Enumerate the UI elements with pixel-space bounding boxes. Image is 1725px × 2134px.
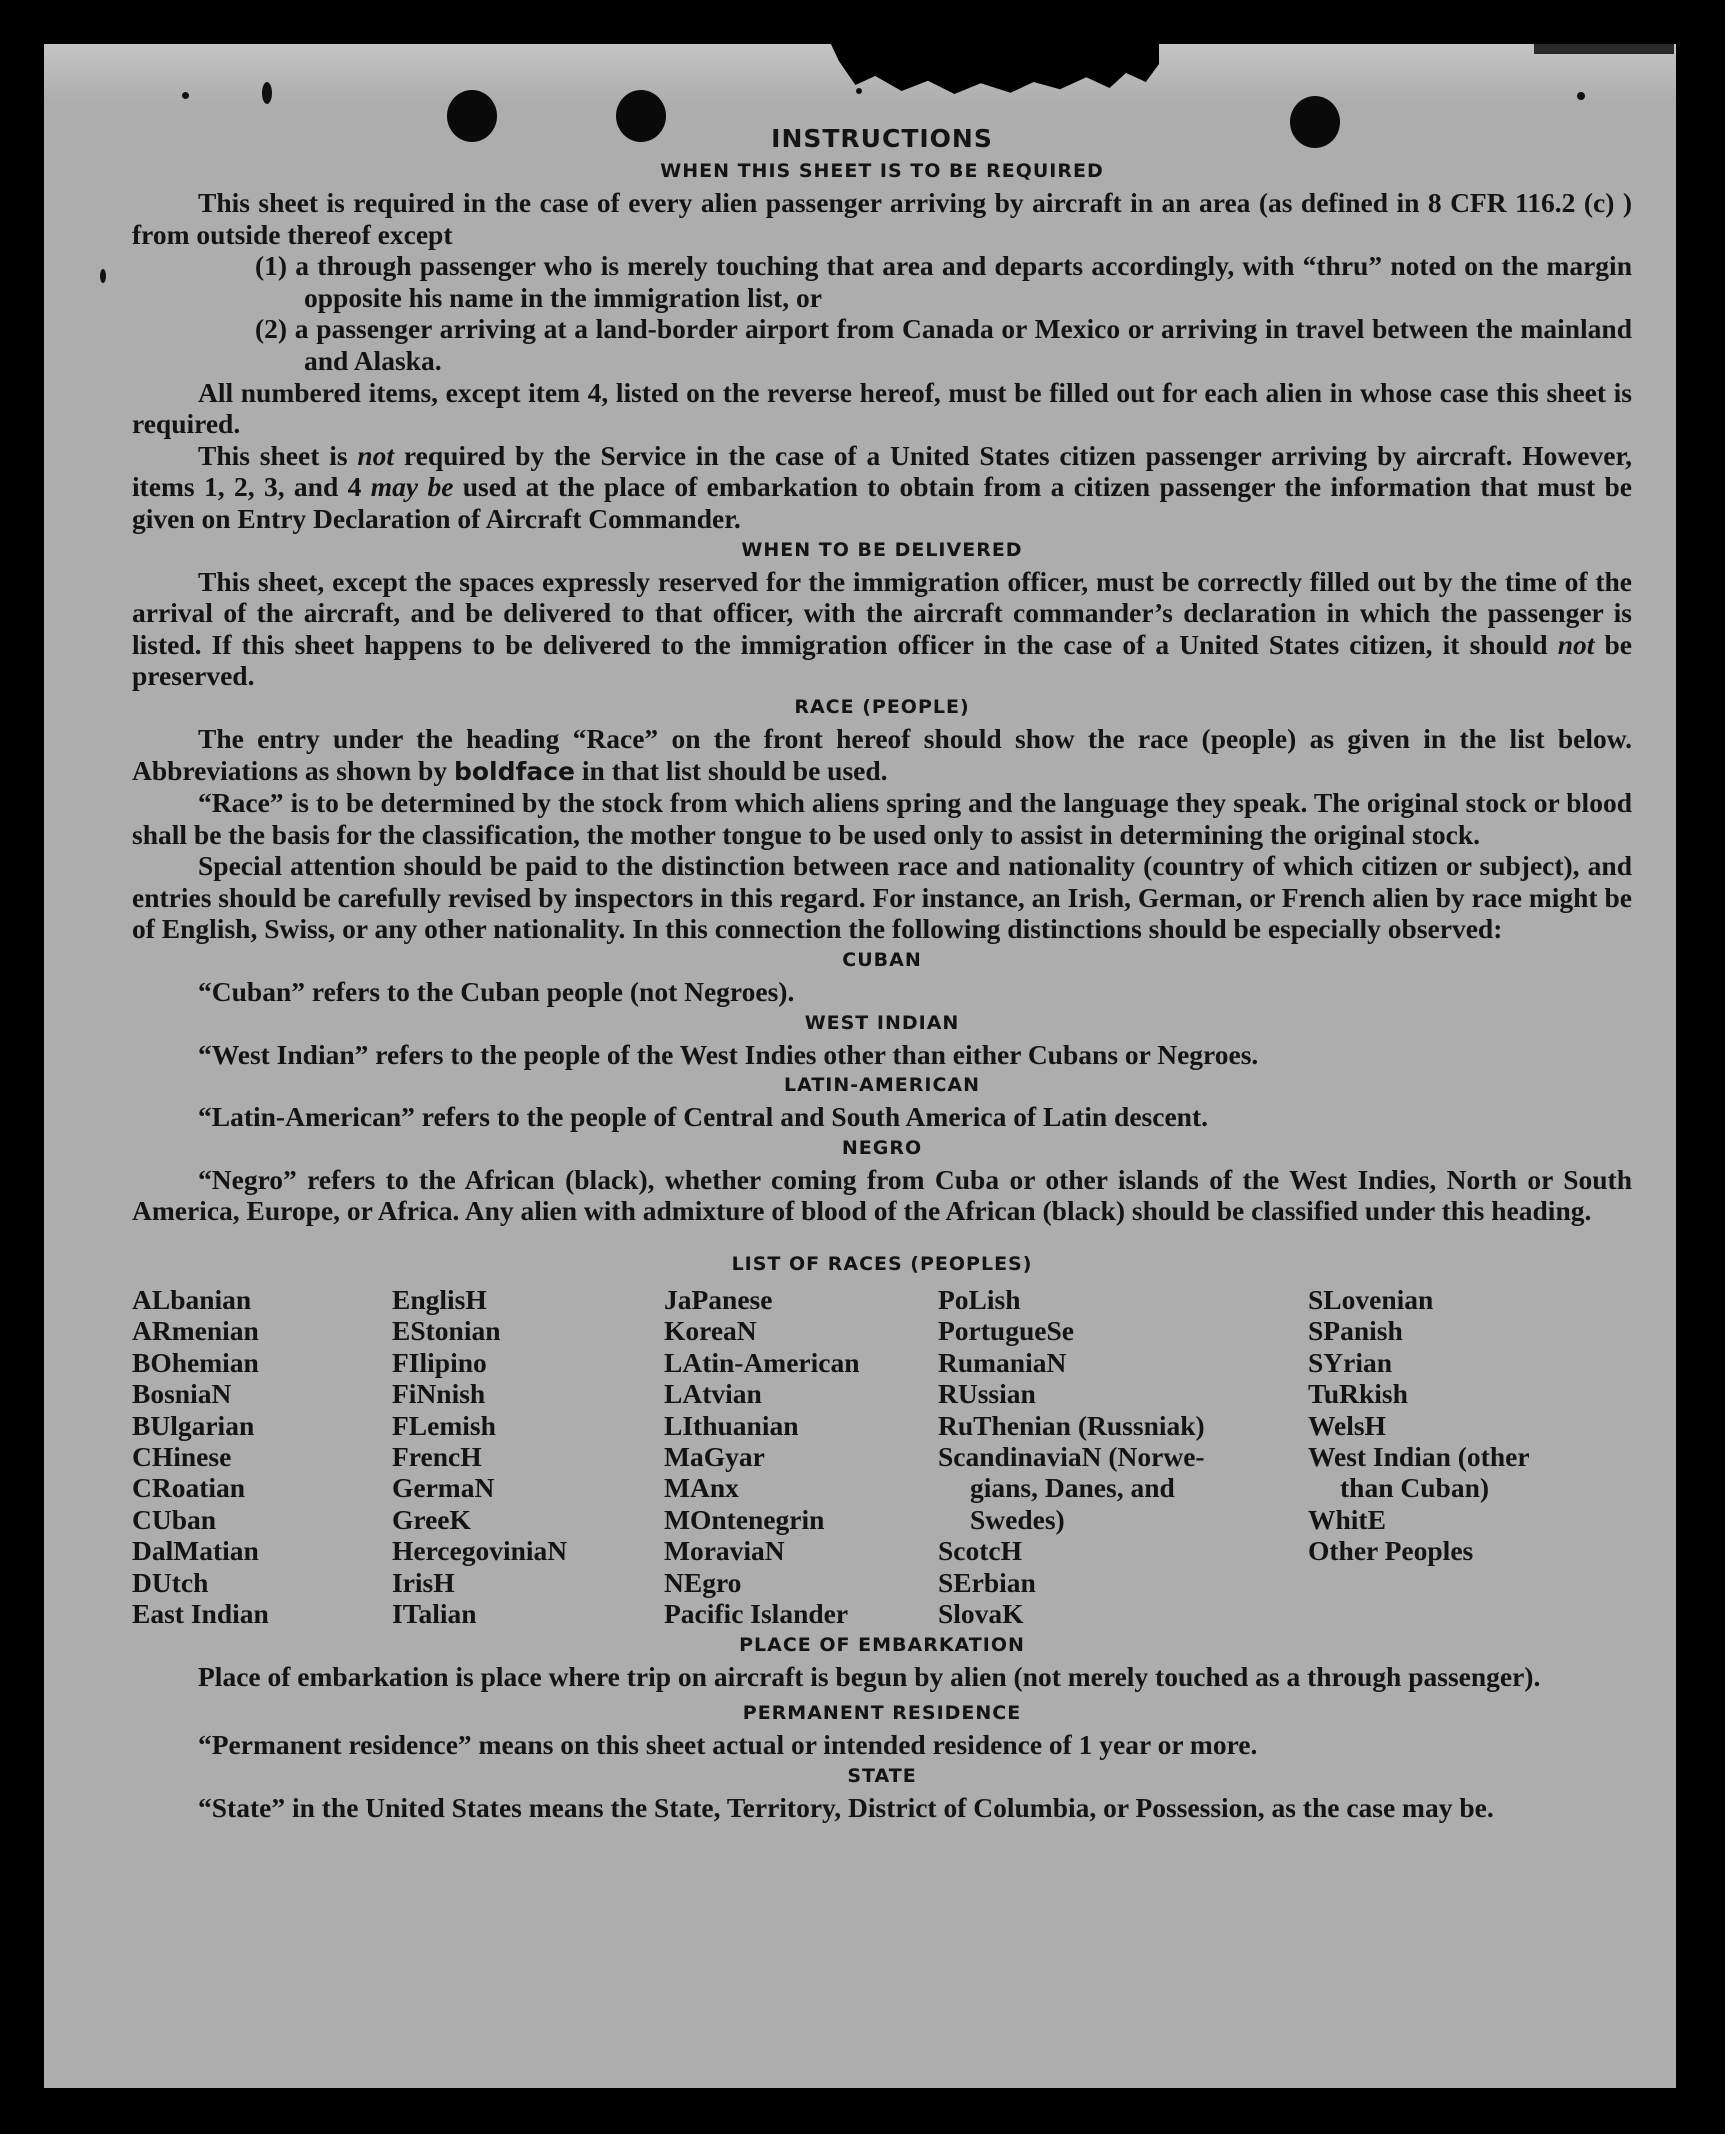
section-title: STATE [847, 1764, 917, 1787]
race-item: NEgro [664, 1566, 742, 1598]
races-column [664, 1284, 938, 1629]
race-item: LAtvian [664, 1378, 762, 1410]
race-item: gians, Danes, and [970, 1472, 1175, 1504]
race-item: HercegoviniaN [392, 1535, 568, 1567]
text-run: required by the Service in the case of a United States citizen passenger arriving by aircraft. However, items 1, 2, 3, and 4 [132, 439, 1633, 503]
race-item: FLemish [392, 1409, 496, 1441]
section-title: WHEN THIS SHEET IS TO BE REQUIRED [660, 160, 1104, 182]
text-run: used at the place of embarkation to obtain from a citizen passenger the information that must be given on Entry Declaration of Aircraft Commander. [132, 471, 1632, 534]
paragraph: “Negro” refers to the African (black), whether coming from Cuba or other islands of the West Indies, North or South America, Europe, or Africa. Any alien with admixture of blood of the African (black) should be classified under this heading. [132, 1163, 1632, 1227]
race-item: Other Peoples [1308, 1535, 1474, 1567]
race-item: Pacific Islander [664, 1598, 849, 1630]
race-item: West Indian (other [1308, 1441, 1530, 1473]
race-item: IrisH [392, 1566, 455, 1598]
race-item: BosniaN [132, 1378, 232, 1410]
race-item: BOhemian [132, 1346, 259, 1378]
race-item: CUban [132, 1503, 217, 1535]
text-run: in that list should be used. [575, 754, 888, 786]
race-item: DalMatian [132, 1535, 259, 1567]
text-run: This sheet is [198, 439, 358, 471]
section-title: PERMANENT RESIDENCE [742, 1702, 1022, 1725]
exception-item: (1) a through passenger who is merely touching that area and departs accordingly, with “thru” noted on the margin opposite his name in the immigration list, or [255, 250, 1632, 313]
ink-speck [856, 88, 862, 94]
race-item: RuThenian (Russniak) [938, 1409, 1205, 1441]
paragraph: “West Indian” refers to the people of the West Indies other than either Cubans or Negroes. [198, 1038, 1259, 1070]
race-item: BUlgarian [132, 1409, 255, 1441]
paragraph: “Latin-American” refers to the people of Central and South America of Latin descent. [198, 1101, 1208, 1133]
race-item: WhitE [1308, 1503, 1386, 1535]
paragraph: This sheet is required in the case of every alien passenger arriving by aircraft in an area (as defined in 8 CFR 116.2 (c) ) from outside thereof except [132, 187, 1632, 250]
paragraph: All numbered items, except item 4, listed on the reverse hereof, must be filled out for each alien in whose case this sheet is required. [132, 376, 1632, 440]
race-item: Swedes) [970, 1503, 1065, 1535]
paragraph: Place of embarkation is place where trip on aircraft is begun by alien (not merely touched as a through passenger). [198, 1660, 1541, 1692]
race-item: ALbanian [132, 1284, 252, 1316]
text-run: This sheet, except the spaces expressly reserved for the immigration officer, must be correctly filled out by the time of the arrival of the aircraft, and be delivered to that officer, with the aircraft commander’s declaration in which the passenger is listed. If this sheet happens to be delivered to the immigration officer in the case of a United States citizen, it should [132, 565, 1632, 660]
race-item: GreeK [392, 1503, 471, 1535]
torn-edge [829, 44, 1159, 100]
exception-item: (2) a passenger arriving at a land-border airport from Canada or Mexico or arriving in travel between the mainland and Alaska. [255, 313, 1632, 376]
section-title: RACE (PEOPLE) [794, 695, 970, 718]
page-title: INSTRUCTIONS [771, 124, 993, 153]
race-item: EnglisH [392, 1284, 487, 1316]
paragraph: “Permanent residence” means on this sheet actual or intended residence of 1 year or more. [198, 1729, 1258, 1761]
race-item: ITalian [392, 1598, 477, 1630]
document-sheet [44, 44, 1676, 2088]
race-item: PoLish [938, 1284, 1021, 1316]
race-item: SErbian [938, 1566, 1036, 1598]
emphasis: not [357, 439, 395, 471]
text-run: The entry under the heading “Race” on the front hereof should show the race (people) as given in the list below. Abbreviations as shown by [132, 722, 1632, 786]
races-column [938, 1284, 1308, 1629]
paragraph: “Race” is to be determined by the stock from which aliens spring and the language they speak. The original stock or blood shall be the basis for the classification, the mother tongue to be used only to assist in determining the original stock. [132, 787, 1632, 850]
ink-speck [100, 269, 106, 283]
race-item: RUssian [938, 1378, 1036, 1410]
race-item: MOntenegrin [664, 1503, 825, 1535]
paragraph: Special attention should be paid to the distinction between race and nationality (country of which citizen or subject), and entries should be carefully revised by inspectors in this regard. For instance, an Irish, German, or French alien by race might be of English, Swiss, or any other nationality. In this connection the following distinctions should be especially observed: [132, 850, 1632, 945]
races-column [132, 1284, 392, 1629]
race-item: PortugueSe [938, 1315, 1074, 1347]
section-title: WHEN TO BE DELIVERED [741, 538, 1023, 561]
punch-hole [616, 90, 666, 142]
race-item: KoreaN [664, 1315, 757, 1347]
paragraph: “Cuban” refers to the Cuban people (not Negroes). [198, 976, 795, 1008]
emphasis: not [1557, 628, 1595, 660]
race-item: SLovenian [1308, 1284, 1434, 1316]
race-item: MoraviaN [664, 1535, 785, 1567]
emphasis: may be [370, 471, 454, 503]
ink-speck [262, 82, 272, 104]
text-run: be preserved. [132, 628, 1633, 692]
race-item: LAtin-American [664, 1346, 860, 1378]
race-item: CRoatian [132, 1472, 246, 1504]
race-item: ScotcH [938, 1535, 1023, 1567]
race-item: GermaN [392, 1472, 495, 1504]
paragraph [132, 566, 1632, 692]
section-title: NEGRO [841, 1136, 923, 1159]
race-item: LIthuanian [664, 1409, 799, 1441]
paragraph [132, 723, 1632, 787]
race-item: TuRkish [1308, 1378, 1408, 1410]
race-item: CHinese [132, 1441, 232, 1473]
race-item: JaPanese [664, 1284, 773, 1316]
race-item: SYrian [1308, 1346, 1393, 1378]
race-item: FrencH [392, 1441, 482, 1473]
race-item: RumaniaN [938, 1346, 1067, 1378]
punch-hole [1290, 96, 1340, 148]
section-title: LATIN-AMERICAN [784, 1074, 980, 1097]
races-column [1308, 1284, 1632, 1629]
corner-mark [1534, 44, 1674, 54]
race-item: than Cuban) [1340, 1472, 1490, 1504]
race-item: FIlipino [392, 1346, 487, 1378]
race-item: EStonian [392, 1315, 501, 1347]
boldface-word: boldface [453, 756, 576, 786]
paragraph [132, 440, 1632, 535]
races-list [132, 1284, 1632, 1629]
race-item: MaGyar [664, 1441, 765, 1473]
section-title: LIST OF RACES (PEOPLES) [731, 1253, 1033, 1276]
race-item: DUtch [132, 1566, 209, 1598]
race-item: ScandinaviaN (Norwe- [938, 1441, 1205, 1473]
section-title: CUBAN [842, 949, 922, 972]
race-item: WelsH [1308, 1409, 1386, 1441]
paragraph: “State” in the United States means the State, Territory, District of Columbia, or Possession, as the case may be. [198, 1791, 1494, 1823]
section-title: PLACE OF EMBARKATION [739, 1633, 1025, 1656]
races-column [392, 1284, 664, 1629]
ink-speck [1577, 92, 1585, 100]
race-item: East Indian [132, 1598, 269, 1630]
race-item: ARmenian [132, 1315, 259, 1347]
race-item: SPanish [1308, 1315, 1403, 1347]
race-item: FiNnish [392, 1378, 486, 1410]
section-title: WEST INDIAN [804, 1011, 960, 1034]
race-item: SlovaK [938, 1598, 1024, 1630]
instructions-body [132, 122, 1632, 1823]
race-item: MAnx [664, 1472, 739, 1504]
ink-speck [182, 92, 189, 99]
punch-hole [447, 90, 497, 142]
